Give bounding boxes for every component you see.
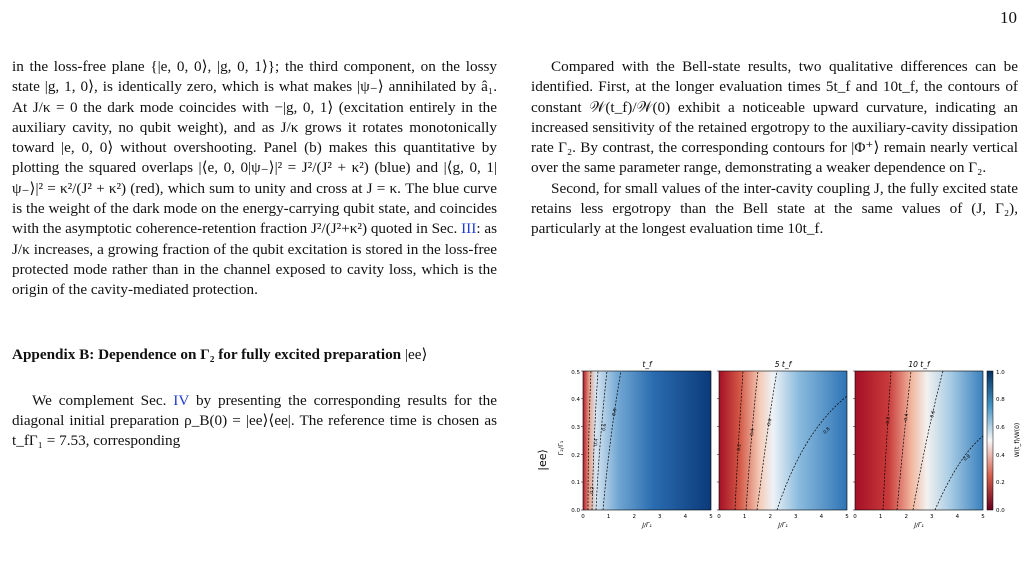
heatmap-10tf — [855, 371, 983, 510]
right-column — [531, 57, 1018, 240]
panel-5tf — [719, 360, 847, 510]
x-tick-label: 5 — [709, 514, 713, 520]
panel-tf — [583, 360, 711, 510]
colorbar-tick: 0.6 — [996, 425, 1005, 431]
contour-label: 0.2 — [590, 486, 596, 495]
x-tick-label: 5 — [845, 514, 849, 520]
x-axis-label: J/Γ₁ — [914, 522, 924, 529]
colorbar-tick: 0.2 — [996, 480, 1005, 486]
appendix-b-paragraph: We complement Sec. IV by presenting the corresponding results for the diagonal initial preparation ρ_B(0) = |ee⟩⟨ee|. The reference time is chosen as t_fΓ₁ = 7.53, corresponding — [12, 391, 498, 450]
contour-label: 0.4 — [750, 428, 756, 437]
contour-label: 0.2 — [886, 416, 892, 425]
coupling-paragraph: Second, for small values of the inter-cavity coupling J, the fully excited state retains less ergotropy than the Bell state at the same values of (J, Γ₂), particularly at the longest evaluation time 10t_f. — [531, 179, 1018, 238]
contour-label: 0.4 — [904, 413, 910, 422]
colorbar-label: W(t_f)/W(0) — [1014, 422, 1021, 458]
y-tick-label: 0.1 — [571, 480, 580, 486]
contour-label: 0.8 — [963, 454, 972, 463]
section-iv-link[interactable]: IV — [173, 391, 190, 409]
y-tick-label: 0.4 — [571, 397, 580, 403]
contour-label: 0.8 — [612, 408, 619, 417]
colorbar — [987, 370, 1021, 514]
heatmap-tf — [583, 371, 711, 510]
x-axis-label: J/Γ₁ — [642, 522, 652, 529]
row-label: |ee⟩ — [536, 449, 549, 471]
x-tick-label: 1 — [742, 514, 747, 520]
x-tick-label: 0 — [853, 514, 857, 520]
x-tick-label: 1 — [606, 514, 611, 520]
ergotropy-contour-figure — [525, 356, 1025, 561]
x-tick-label: 0 — [581, 514, 585, 520]
x-tick-label: 5 — [981, 514, 985, 520]
colorbar-scale — [987, 371, 993, 510]
contour-label: 0.6 — [602, 423, 608, 432]
panel-title-10tf: 10 t_f — [908, 360, 930, 369]
y-tick-label: 0.2 — [571, 453, 580, 459]
x-tick-label: 2 — [904, 514, 908, 520]
contour-label: 0.4 — [594, 438, 600, 447]
colorbar-tick: 0.4 — [996, 453, 1005, 459]
x-tick-label: 1 — [878, 514, 883, 520]
x-tick-label: 2 — [768, 514, 772, 520]
y-axis-label: Γ₂/Γ₁ — [557, 440, 565, 456]
contour-label: 0.2 — [737, 443, 743, 452]
colorbar-tick: 0.8 — [996, 397, 1005, 403]
x-tick-label: 0 — [717, 514, 721, 520]
appendix-b-heading: Appendix B: Dependence on Γ₂ for fully excited preparation |ee⟩ — [12, 345, 428, 363]
y-tick-label: 0.0 — [571, 508, 580, 514]
colorbar-tick: 0.0 — [996, 508, 1005, 514]
comparison-paragraph: Compared with the Bell-state results, two qualitative differences can be identified. First, at the longer evaluation times 5t_f and 10t_f, the contours of constant 𝒲(t_f)/𝒲(0) exhibit a noticeable upward curvature, indicating an increased sensitivity of the retained ergotropy to the auxiliary-cavity dissipation rate Γ₂. By contrast, the corresponding contours for |Φ⁺⟩ remain nearly vertical over the same parameter range, demonstrating a weaker dependence on Γ₂. — [531, 58, 1018, 177]
appendix-a-paragraph: in the loss-free plane {|e, 0, 0⟩, |g, 0, 1⟩}; the third component, on the lossy state |g, 1, 0⟩, is identically zero, which is what makes |ψ₋⟩ annihilated by â₁. At J/κ = 0 the dark mode coincides with −|g, 0, 1⟩ (excitation entirely in the auxiliary cavity, no qubit weight), and as J/κ grows it rotates monotonically toward |e, 0, 0⟩ without overshooting. Panel (b) makes this quantitative by plotting the squared overlaps |⟨e, 0, 0|ψ₋⟩|² = J²/(J² + κ²) (blue) and |⟨g, 0, 1|ψ₋⟩|² = κ²/(J² + κ²) (red), which sum to unity and cross at J = κ. The blue curve is the weight of the dark mode on the energy-carrying qubit state, and coincides with the asymptotic coherence-retention fraction J²/(J²+κ²) quoted in Sec. III: as J/κ increases, a growing fraction of the qubit excitation is stored in the loss-free protected mode rather than in the channel exposed to cavity loss, which is the origin of the cavity-mediated protection. — [12, 58, 497, 299]
panel-title-5tf: 5 t_f — [774, 360, 792, 369]
panel-10tf — [855, 360, 983, 510]
contour-label: 0.8 — [822, 426, 832, 436]
x-tick-label: 4 — [819, 514, 824, 520]
y-tick-label: 0.5 — [571, 370, 580, 376]
heatmap-5tf — [719, 371, 847, 510]
x-tick-label: 3 — [794, 514, 798, 520]
section-iii-link[interactable]: III — [461, 220, 477, 238]
contour-label: 0.6 — [767, 418, 774, 427]
colorbar-tick: 1.0 — [996, 370, 1005, 376]
y-tick-label: 0.3 — [571, 425, 580, 431]
x-tick-label: 3 — [658, 514, 662, 520]
x-axis-label: J/Γ₁ — [778, 522, 788, 529]
left-column — [12, 57, 497, 452]
x-tick-label: 4 — [955, 514, 960, 520]
x-tick-label: 4 — [683, 514, 688, 520]
x-tick-label: 2 — [632, 514, 636, 520]
page-number: 10 — [1000, 8, 1017, 27]
x-tick-label: 3 — [930, 514, 934, 520]
contour-label: 0.6 — [930, 410, 937, 419]
panel-title-tf: t_f — [642, 360, 652, 369]
